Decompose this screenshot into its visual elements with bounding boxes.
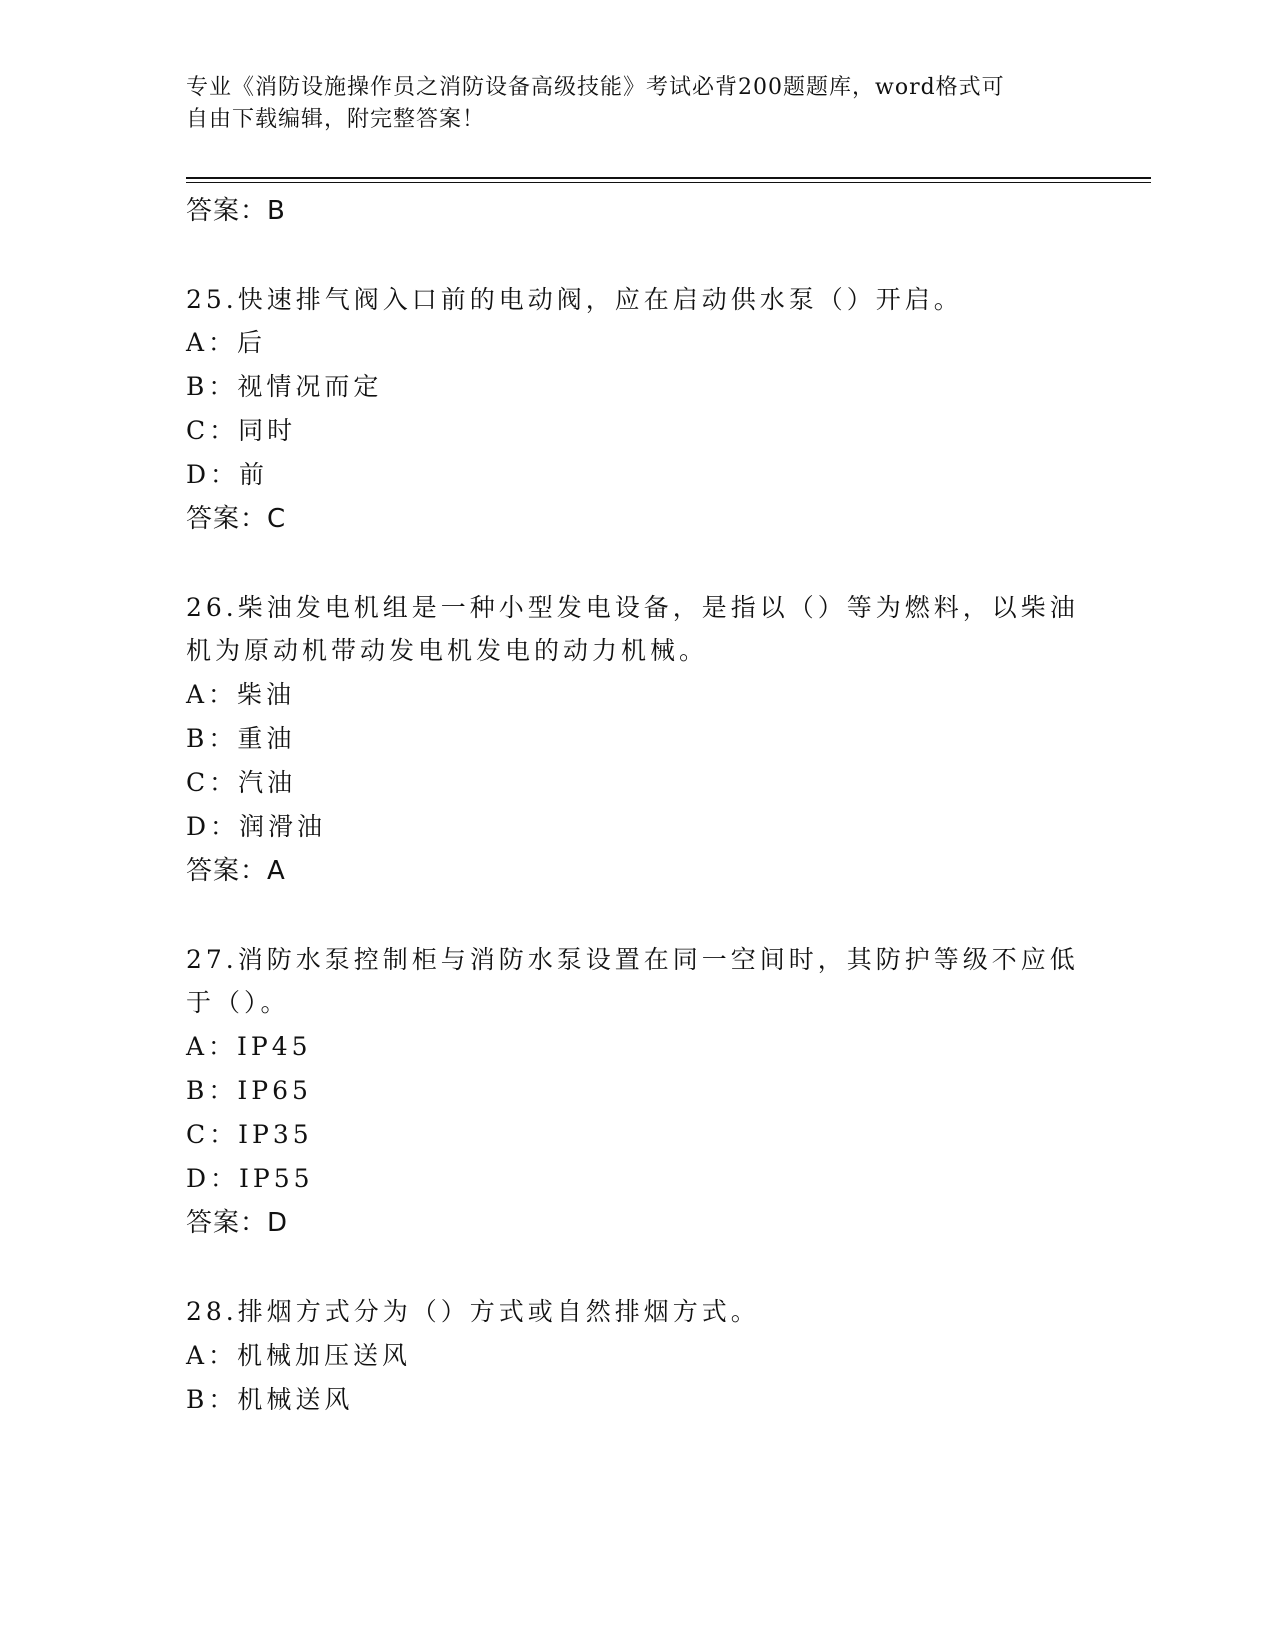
answer-label: 答案：D: [186, 1208, 289, 1238]
header-rule-thick: [186, 177, 1151, 179]
page-header: [186, 72, 1066, 136]
option-b: B：视情况而定: [186, 372, 383, 401]
option-a: A：IP45: [186, 1032, 312, 1061]
question-stem: 28.排烟方式分为（）方式或自然排烟方式。: [186, 1297, 760, 1326]
question-stem-continued: 于（）。: [186, 988, 290, 1017]
header-line-2: 自由下载编辑，附完整答案！: [186, 107, 486, 132]
option-b: B：机械送风: [186, 1385, 354, 1414]
question-stem: 25.快速排气阀入口前的电动阀，应在启动供水泵（）开启。: [186, 285, 963, 314]
option-d: D：润滑油: [186, 812, 327, 841]
option-c: C：汽油: [186, 768, 297, 797]
header-line-1: 专业《消防设施操作员之消防设备高级技能》考试必背200题题库，word格式可: [186, 75, 1005, 100]
question-stem: 26.柴油发电机组是一种小型发电设备，是指以（）等为燃料，以柴油: [186, 593, 1079, 622]
option-a: A：柴油: [186, 680, 296, 709]
option-d: D：前: [186, 460, 269, 489]
option-b: B：重油: [186, 724, 296, 753]
question-stem-continued: 机为原动机带动发电机发电的动力机械。: [186, 636, 709, 665]
option-b: B：IP65: [186, 1076, 312, 1105]
question-stem: 27.消防水泵控制柜与消防水泵设置在同一空间时，其防护等级不应低: [186, 945, 1079, 974]
option-d: D：IP55: [186, 1164, 314, 1193]
option-a: A：机械加压送风: [186, 1341, 412, 1370]
answer-label: 答案：B: [186, 196, 286, 226]
option-c: C：IP35: [186, 1120, 313, 1149]
option-c: C：同时: [186, 416, 297, 445]
answer-label: 答案：A: [186, 856, 286, 886]
answer-label: 答案：C: [186, 504, 287, 534]
option-a: A：后: [186, 328, 267, 357]
header-rule-thin: [186, 182, 1151, 183]
